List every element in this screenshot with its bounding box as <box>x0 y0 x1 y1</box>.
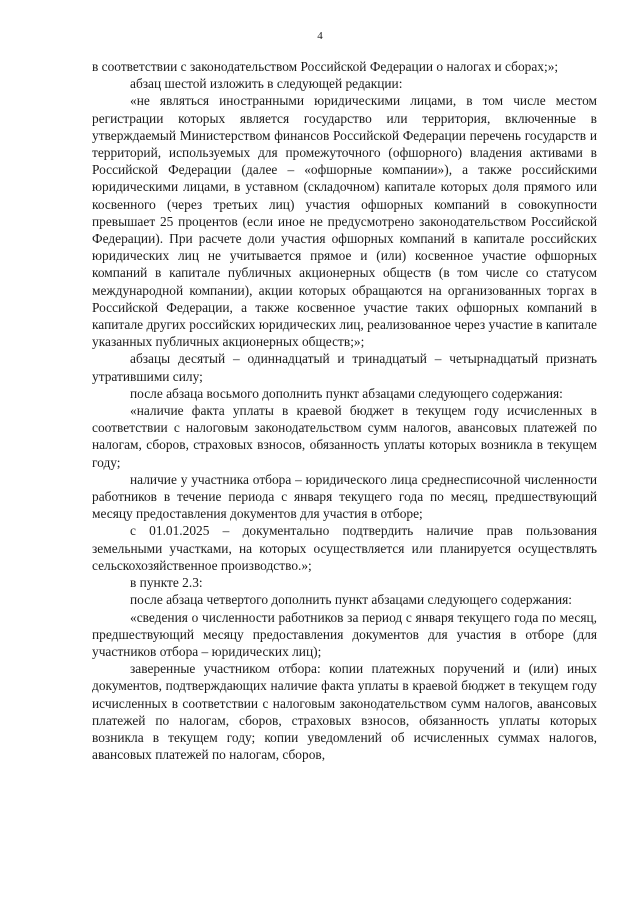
paragraph: «не являться иностранными юридическими лицами, в том числе местом регистрации которых является государство или территория, включенные в утверждаемый Министерством финансов Российской Федерации перечень государств и территорий, используемых для промежуточного (офшорного) владения активами в Российской Федерации (далее – «офшорные компании»), а также российскими юридическими лицами, в уставном (складочном) капитале которых доля прямого или косвенного (через третьих лиц) участия офшорных компаний в совокупности превышает 25 процентов (если иное не предусмотрено законодательством Российской Федерации). При расчете доли участия офшорных компаний в капитале российских юридических лиц не учитывается прямое и (или) косвенное участие офшорных компаний в капитале публичных акционерных обществ (в том числе со статусом международной компании), акции которых обращаются на организованных торгах в Российской Федерации, а также косвенное участие таких офшорных компаний в капитале других российских юридических лиц, реализованное через участие в капитале указанных публичных акционерных обществ;»; <box>92 93 597 350</box>
paragraph: в соответствии с законодательством Российской Федерации о налогах и сборах;»; <box>92 59 559 74</box>
paragraph: абзацы десятый – одиннадцатый и тринадцатый – четырнадцатый признать утратившими силу; <box>92 351 597 384</box>
paragraph: наличие у участника отбора – юридического лица среднесписочной численности работников в течение периода с января текущего года по месяц, предшествующий месяцу предоставления документов для участия в отборе; <box>92 471 597 522</box>
document-body <box>92 58 597 763</box>
paragraph: «наличие факта уплаты в краевой бюджет в текущем году исчисленных в соответствии с налоговым законодательством сумм налогов, авансовых платежей по налогам, сборов, страховых взносов, обязанность уплаты которых возникла в текущем году; <box>92 403 597 470</box>
paragraph: «сведения о численности работников за период с января текущего года по месяц, предшествующий месяцу предоставления документов для участия в отборе (для участников отбора – юридических лиц); <box>92 609 597 659</box>
paragraph: заверенные участником отбора: копии платежных поручений и (или) иных документов, подтверждающих наличие факта уплаты в краевой бюджет в текущем году исчисленных в соответствии с налоговым законодательством сумм налогов, авансовых платежей по налогам, сборов, страховых взносов, обязанность уплаты которых возникла в текущем году; копии уведомлений об исчисленных суммах налогов, авансовых платежей по налогам, сборов, <box>92 661 597 763</box>
page-number: 4 <box>317 30 323 42</box>
paragraph: абзац шестой изложить в следующей редакции: <box>130 76 403 92</box>
paragraph: с 01.01.2025 – документально подтвердить наличие прав пользования земельными участками, на которых осуществляется или планируется осуществлять сельскохозяйственное производство.»; <box>92 523 597 573</box>
paragraph: в пункте 2.3: <box>130 575 203 591</box>
paragraph: после абзаца четвертого дополнить пункт абзацами следующего содержания: <box>130 592 572 608</box>
paragraph: после абзаца восьмого дополнить пункт абзацами следующего содержания: <box>130 385 563 401</box>
